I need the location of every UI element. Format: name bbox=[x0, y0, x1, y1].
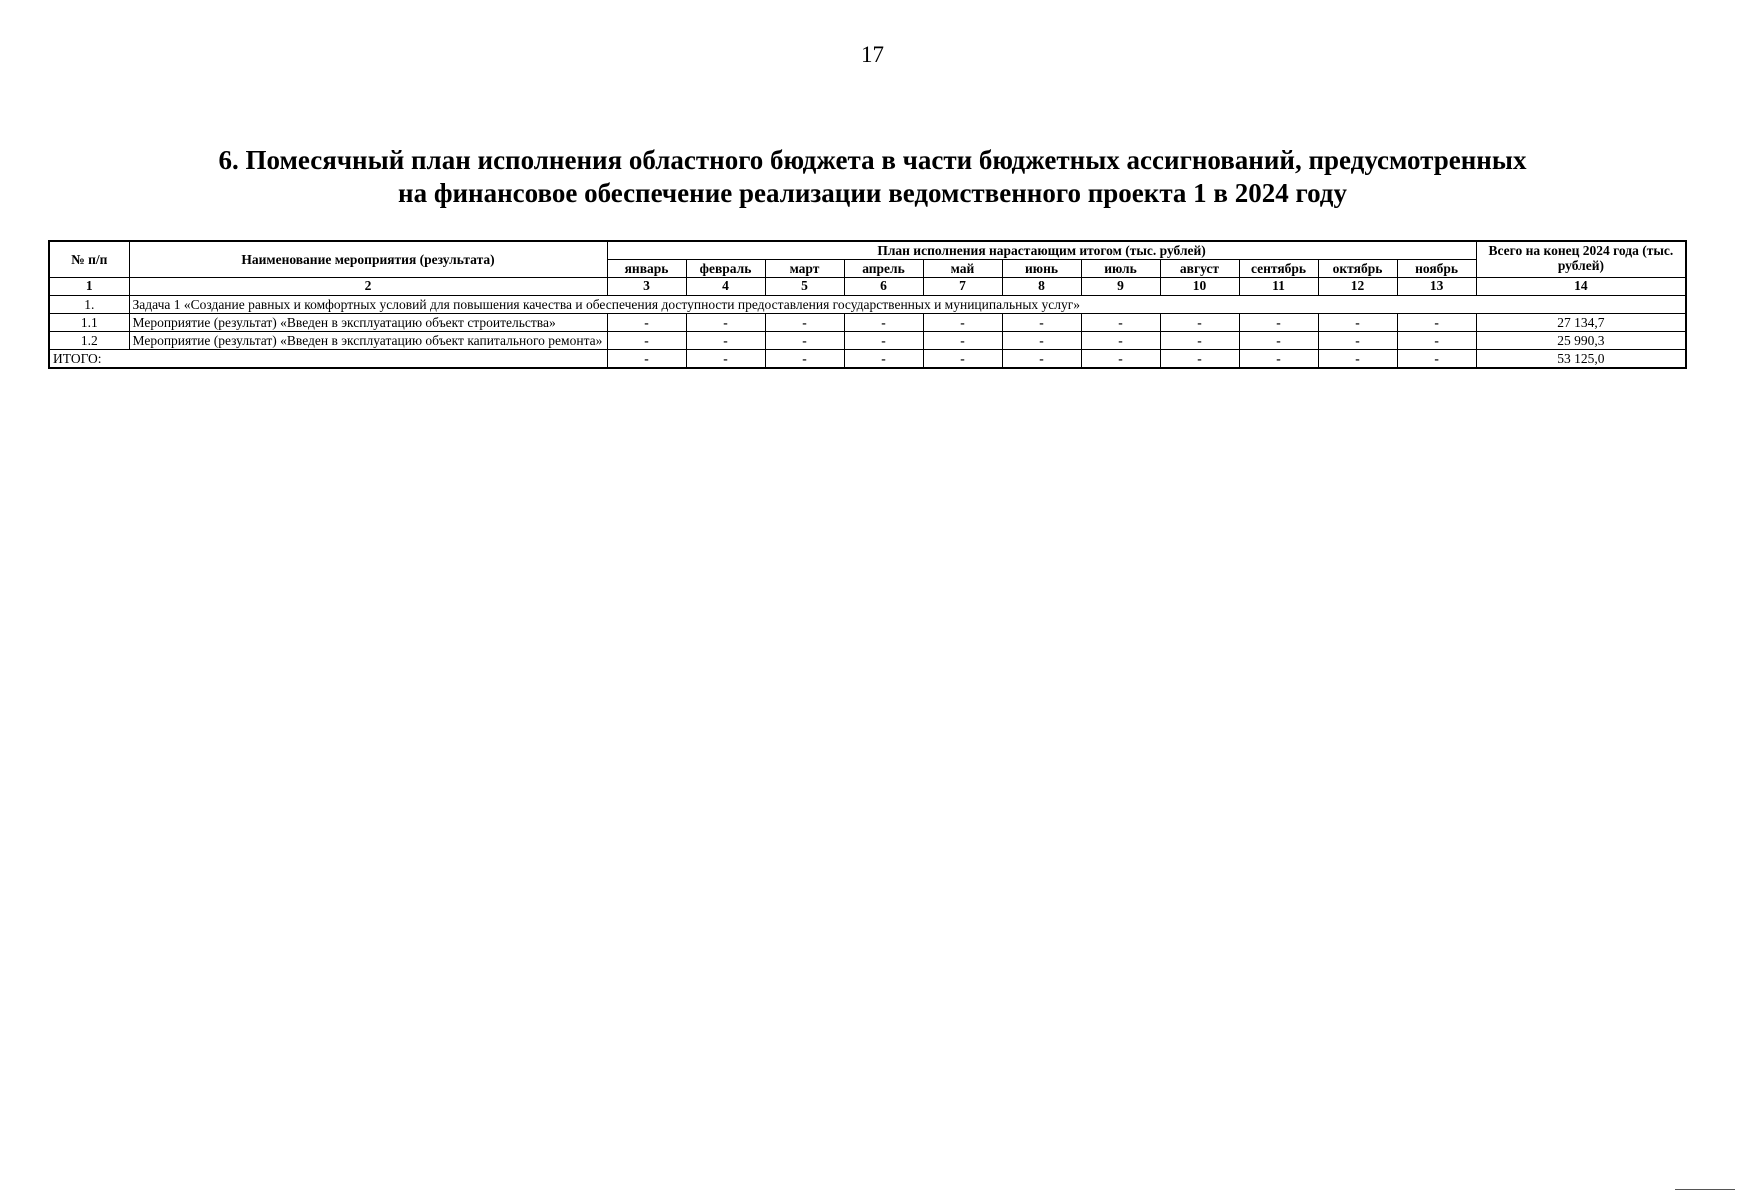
total-month-value: - bbox=[607, 350, 686, 369]
total-month-value: - bbox=[686, 350, 765, 369]
title-line-1: 6. Помесячный план исполнения областного бюджета в части бюджетных ассигнований, предусмотренных bbox=[218, 145, 1527, 175]
row-num: 1.2 bbox=[49, 332, 129, 350]
column-number: 2 bbox=[129, 278, 607, 296]
column-number: 1 bbox=[49, 278, 129, 296]
month-value: - bbox=[1318, 332, 1397, 350]
month-value: - bbox=[923, 332, 1002, 350]
month-value: - bbox=[686, 314, 765, 332]
header-month: сентябрь bbox=[1239, 260, 1318, 278]
month-value: - bbox=[1318, 314, 1397, 332]
total-month-value: - bbox=[1160, 350, 1239, 369]
row-num: 1.1 bbox=[49, 314, 129, 332]
month-value: - bbox=[1081, 314, 1160, 332]
total-month-value: - bbox=[923, 350, 1002, 369]
scan-mark bbox=[1675, 1189, 1735, 1190]
month-value: - bbox=[1160, 332, 1239, 350]
column-number: 9 bbox=[1081, 278, 1160, 296]
header-month: август bbox=[1160, 260, 1239, 278]
month-value: - bbox=[1002, 332, 1081, 350]
total-month-value: - bbox=[1239, 350, 1318, 369]
column-number: 3 bbox=[607, 278, 686, 296]
column-number: 12 bbox=[1318, 278, 1397, 296]
title-line-2: на финансовое обеспечение реализации ведомственного проекта 1 в 2024 году bbox=[398, 178, 1347, 208]
column-number: 10 bbox=[1160, 278, 1239, 296]
header-month: май bbox=[923, 260, 1002, 278]
month-value: - bbox=[844, 314, 923, 332]
month-value: - bbox=[765, 332, 844, 350]
column-number: 5 bbox=[765, 278, 844, 296]
table-row bbox=[49, 332, 1686, 350]
month-value: - bbox=[844, 332, 923, 350]
month-value: - bbox=[1160, 314, 1239, 332]
header-month: октябрь bbox=[1318, 260, 1397, 278]
table-row bbox=[49, 314, 1686, 332]
column-number: 13 bbox=[1397, 278, 1476, 296]
month-value: - bbox=[1239, 314, 1318, 332]
month-value: - bbox=[765, 314, 844, 332]
total-month-value: - bbox=[1318, 350, 1397, 369]
month-value: - bbox=[1397, 332, 1476, 350]
month-value: - bbox=[1081, 332, 1160, 350]
column-number: 8 bbox=[1002, 278, 1081, 296]
header-name: Наименование мероприятия (результата) bbox=[129, 241, 607, 278]
total-label: ИТОГО: bbox=[49, 350, 607, 369]
total-month-value: - bbox=[765, 350, 844, 369]
month-value: - bbox=[1397, 314, 1476, 332]
row-total: 27 134,7 bbox=[1476, 314, 1686, 332]
total-month-value: - bbox=[844, 350, 923, 369]
header-month: июнь bbox=[1002, 260, 1081, 278]
task-row bbox=[49, 296, 1686, 314]
month-value: - bbox=[607, 332, 686, 350]
task-text: Задача 1 «Создание равных и комфортных условий для повышения качества и обеспечения доступности предоставления государственных и муниципальных услуг» bbox=[129, 296, 1686, 314]
header-month: январь bbox=[607, 260, 686, 278]
header-month: ноябрь bbox=[1397, 260, 1476, 278]
month-value: - bbox=[923, 314, 1002, 332]
total-month-value: - bbox=[1002, 350, 1081, 369]
page-title bbox=[0, 144, 1745, 210]
header-total: Всего на конец 2024 года (тыс. рублей) bbox=[1476, 241, 1686, 278]
total-row bbox=[49, 350, 1686, 369]
budget-plan-table bbox=[48, 240, 1687, 369]
column-number: 14 bbox=[1476, 278, 1686, 296]
total-month-value: - bbox=[1397, 350, 1476, 369]
page-number: 17 bbox=[861, 42, 884, 67]
column-number: 11 bbox=[1239, 278, 1318, 296]
month-value: - bbox=[686, 332, 765, 350]
grand-total: 53 125,0 bbox=[1476, 350, 1686, 369]
task-num: 1. bbox=[49, 296, 129, 314]
header-month: апрель bbox=[844, 260, 923, 278]
header-month: июль bbox=[1081, 260, 1160, 278]
total-month-value: - bbox=[1081, 350, 1160, 369]
header-month: февраль bbox=[686, 260, 765, 278]
header-month: март bbox=[765, 260, 844, 278]
row-total: 25 990,3 bbox=[1476, 332, 1686, 350]
row-name: Мероприятие (результат) «Введен в эксплуатацию объект строительства» bbox=[129, 314, 607, 332]
month-value: - bbox=[607, 314, 686, 332]
header-num: № п/п bbox=[49, 241, 129, 278]
month-value: - bbox=[1002, 314, 1081, 332]
column-number-row bbox=[49, 278, 1686, 296]
month-value: - bbox=[1239, 332, 1318, 350]
column-number: 6 bbox=[844, 278, 923, 296]
column-number: 4 bbox=[686, 278, 765, 296]
column-number: 7 bbox=[923, 278, 1002, 296]
row-name: Мероприятие (результат) «Введен в эксплуатацию объект капитального ремонта» bbox=[129, 332, 607, 350]
header-plan: План исполнения нарастающим итогом (тыс. рублей) bbox=[607, 241, 1476, 260]
